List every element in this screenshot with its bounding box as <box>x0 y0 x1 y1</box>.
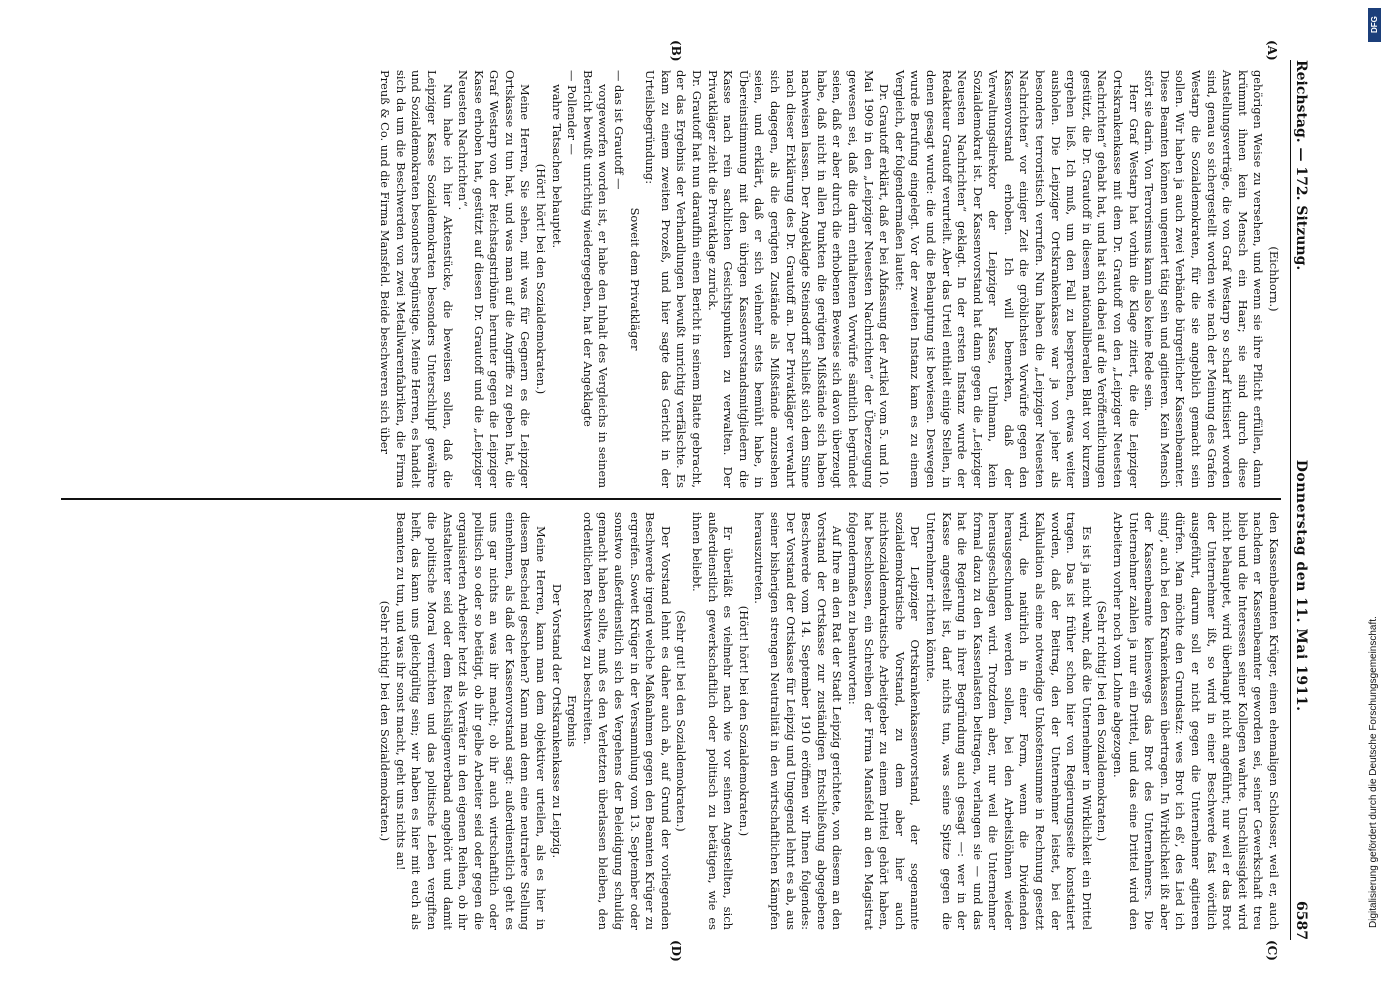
audience-reaction: (Sehr richtig! bei den Sozialdemokraten.) <box>1095 600 1110 842</box>
quoted-paragraph: Auf Ihre an den Rat der Stadt Leipzig gerichtete, von diesem an den Vorstand der Ortskasse zur zuständigen Entschließung abgegebene Beschwerde vom 14. September 1910 eröffnen wir Ihnen folgendes: Der Vorstand der Ortskasse für Leipzig und Umgegend lehnt es ab, aus seiner bisherigen strengen Neutralität in den wirtschaftlichen Kämpfen herauszutreten. <box>752 512 845 930</box>
signature-heading: Ergebnis <box>565 695 580 747</box>
page-number: 6587 <box>1293 901 1309 940</box>
interjection: — das ist Grautoff — <box>612 70 627 190</box>
right-column <box>377 512 1281 930</box>
margin-marker-b: (B) <box>669 40 683 62</box>
quote-line: wahre Tatsachen behauptet. <box>549 84 564 249</box>
digitization-note: Digitalisierung gefördert durch die Deutsche Forschungsgemeinschaft. <box>1368 616 1379 928</box>
column-divider <box>61 498 1281 500</box>
paragraph: gehörigen Weise zu versehen, und wenn sie ihre Pflicht erfüllen, dann krümmt ihnen kein Mensch ein Haar; sie sind durch diese Anstellungsverträge, die von Graf Westarp so scharf kritisiert worden sind, genau so sichergestellt worden wie nach der Meinung des Grafen Westarp die Sozialdemokraten, für die sie angeblich gemacht sein sollen. Wir haben ja auch zwei Verbände bürgerlicher Kassenbeamter. Diese Beamten können ungeniert tätig sein und agitieren. Kein Mensch stört sie darin. Von Terrorismus kann also keine Rede sein. <box>1142 70 1266 488</box>
paragraph: Der Leipziger Ortskrankenkassenvorstand, der sogenannte sozialdemokratische Vorstand, zu dem aber hier auch nichtsozialdemokratische Arbeitgeber zu einem Drittel gehört haben, hat beschlossen, ein Schreiben der Firma Mansfeld an den Magistrat folgendermaßen zu beantworten: <box>845 512 923 930</box>
paragraph: Herr Graf Westarp hat vorhin die Klage zitiert, die die Leipziger Ortskrankenkasse mit dem Dr. Grautoff von den „Leipziger Neuesten Nachrichten“ gehabt hat, und hat sich dabei auf die Veröffentlichungen gestützt, die Dr. Grautoff in diesem nationalliberalen Blatt vor kurzem ergehen ließ. Ich muß, um den Fall zu besprechen, etwas weiter ausholen. Die Leipziger Ortskrankenkasse war ja von jeher als besonders terroristisch verrufen. Nun haben die „Leipziger Neuesten Nachrichten“ vor einiger Zeit die gröblichsten Vorwürfe gegen den Kassenvorstand erhoben. Ich will bemerken, daß der Verwaltungsdirektor der Leipziger Kasse, Uhlmann, kein Sozialdemokrat ist. Der Kassenvorstand hat dann gegen die „Leipziger Neuesten Nachrichten“ geklagt. In der ersten Instanz wurde der Redakteur Grautoff verurteilt. Aber das Urteil enthielt einige Stellen, in denen gesagt wurde: die und die Behauptung ist bewiesen. Deswegen wurde Berufung eingelegt. Vor der zweiten Instanz kam es zu einem Vergleich, der folgendermaßen lautet: <box>892 70 1141 488</box>
paragraph: Nun habe ich hier Aktenstücke, die beweisen sollen, daß die Leipziger Kasse Sozialdemokraten besonders Unterschlupf gewähre und Sozialdemokraten besonders begünstige. Meine Herren, es handelt sich da um die Beschwerden von zwei Metallwarenfabriken, die Firma Preuß & Co. und die Firma Mansfeld. Beide beschweren sich über <box>378 70 455 488</box>
quoted-paragraph: Er überläßt es vielmehr nach wie vor seinen Angestellten, sich außerdienstlich gewerkschaftlich oder politisch zu betätigen, wie es ihnen beliebt. <box>690 512 736 930</box>
speaker-note: (Eichhorn.) <box>1267 246 1281 312</box>
quoted-paragraph: Der Vorstand lehnt es daher auch ab, auf Grund der vorliegenden Beschwerde irgend welche Maßnahmen gegen den Beamten Krüger zu ergreifen. Sowett Krüger in der Versammlung vom 13. September oder sonstwo außerdienstlich sich des Vergehens der Beleidigung schuldig gemacht haben sollte, muß es den Verletzten überlassen bleiben, den ordentlichen Rechtsweg zu beschreiten. <box>580 512 673 930</box>
interjection: — Pollender — <box>565 70 580 155</box>
quote-line: vorgeworfen worden ist, er habe den Inhalt des Vergleichs in seinem Bericht bewußt unrichtig wiedergegeben, hat der Angeklagte <box>580 70 611 488</box>
quote-line: Soweit dem Privatkläger <box>627 207 642 351</box>
quoted-paragraph: Dr. Grautoff erklärt, daß er bei Abfassung der Artikel vom 5. und 10. Mai 1909 in den „Leipziger Neuesten Nachrichten“ der Überzeugung gewesen sei, daß die darin enthaltenen Vorwürfe sämtlich begründet seien, daß er aber durch die erhobenen Beweise sich davon überzeugt habe, daß nicht in allen Punkten die gerügten Mißstände sich haben nachweisen lassen. Der Angeklagte Steinsdorff schließt sich dem Sinne nach dieser Erklärung des Dr. Grautoff an. Der Privatkläger verwahrt sich dagegen, als die gerügten Zustände als Mißstände anzusehen seien, und erklärt, daß er sich vielmehr stets bemüht habe, in Übereinstimmung mit den übrigen Kassenvorstandsmitgliedern die Kasse nach rein sachlichen Gesichtspunkten zu verwalten. Der Privatkläger zieht die Privatklage zurück. <box>705 70 892 488</box>
paragraph: den Kassenbeamten Krüger, einen ehemaligen Schlosser, weil er, auch nachdem er Kassenbeamter geworden sei, seiner Gewerkschaft treu blieb und die Interessen seiner Kollegen wahrte. Unschlüssigkeit wird nicht behauptet, wird überhaupt nicht angeführt; nur weil er das Brot der Unternehmer ißt, so wird in einer Beschwerde fast wörtlich ausgeführt, darum soll er nicht gegen die Unternehmer agitieren dürfen. Man möchte den Grundsatz: wes Brot ich eß', des Lied ich sing', auch bei den Krankenkassen übertragen. In Wirklichkeit ißt aber der Kassenbeamte keineswegs das Brot des Unternehmers. Die Unternehmer zahlen ja nur ein Drittel, und das eine Drittel wird den Arbeitern vorher noch vom Lohne abgezogen. <box>1111 512 1281 930</box>
dfg-logo-icon: DFG <box>1368 8 1381 42</box>
paragraph: Es ist ja nicht wahr, daß die Unternehmer in Wirklichkeit ein Drittel tragen. Das ist früher schon hier von Regierungsseite konstatiert worden, daß der Beitrag, den der Unternehmer leistet, bei der Kalkulation als eine notwendige Unkostensumme in Rechnung gesetzt wird, die natürlich in einer Form, wenn die Dividenden herausgeschunden werden sollen, bei den Arbeitslöhnen wieder herausgeschlagen wird. Trotzdem aber, nur weil die Unternehmer formal dazu zu den Kassenlasten beitragen, verlangen sie — und das hat die Regierung in ihrer Begründung auch gesagt —: wer in der Kasse angestellt ist, darf nichts tun, was seine Spitze gegen die Unternehmer richten könnte. <box>923 512 1094 930</box>
audience-reaction: (Sehr gut! bei den Sozialdemokraten.) <box>674 610 689 832</box>
header-date: Donnerstag den 11. Mai 1911. <box>1293 459 1309 712</box>
margin-marker-c: (C) <box>1265 940 1279 961</box>
audience-reaction: (Sehr richtig! bei den Sozialdemokraten.) <box>378 600 393 842</box>
paragraph: Meine Herren, Sie sehen, mit was für Gegnern es die Leipziger Ortskasse zu tun hat, und was man auf die Angriffe zu geben hat, die Graf Westarp von der Reichstagstribüne herunter gegen die Leipziger Kasse erhoben hat, gestützt auf diesen Dr. Grautoff und die „Leipziger Neuesten Nachrichten“. <box>456 70 533 488</box>
audience-reaction: (Hört! hört! bei den Sozialdemokraten.) <box>534 163 549 395</box>
paragraph: Meine Herren, kann man dem objektiver urteilen, als es hier in diesem Bescheid geschehen? Kann man denn eine neutralere Stellung einnehmen, als daß der Kassenvorstand sagt: außerdienstlich geht es uns gar nichts an was ihr macht; ob ihr auch wirtschaftlich oder politisch so oder so betätigt, ob ihr gelbe Arbeiter seid oder gegen die organisierten Arbeiter hetzt als Verräter in den eigenen Reihen, ob ihr Anstaltenter seid oder dem Reichslügenverband angehört und damit die politische Moral vernichten und das politische Leben vergiften helft, das kann uns gleichgültig sein; wir haben es hier mit euch als Beamten zu tun, und was ihr sonst macht, geht uns nichts an! <box>393 512 549 930</box>
header-left: Reichstag. — 172. Sitzung. <box>1293 60 1309 271</box>
signature-line: Der Vorstand der Ortskrankenkasse zu Leipzig. <box>549 583 564 859</box>
margin-marker-a: (A) <box>1265 40 1279 61</box>
paragraph: Dr. Grautoff hat nun daraufhin einen Bericht in seinem Blatte gebracht, der das Ergebnis der Verhandlungen bewußt unrichtig verfälschte. Es kam zu einem zweiten Prozeß, und hier sagte das Gericht in der Urteilsbegründung: <box>643 70 705 488</box>
left-column <box>377 70 1281 488</box>
page-header <box>1290 60 1323 940</box>
margin-marker-d: (D) <box>669 940 683 962</box>
audience-reaction: (Hört! hört! bei den Sozialdemokraten.) <box>736 605 751 837</box>
